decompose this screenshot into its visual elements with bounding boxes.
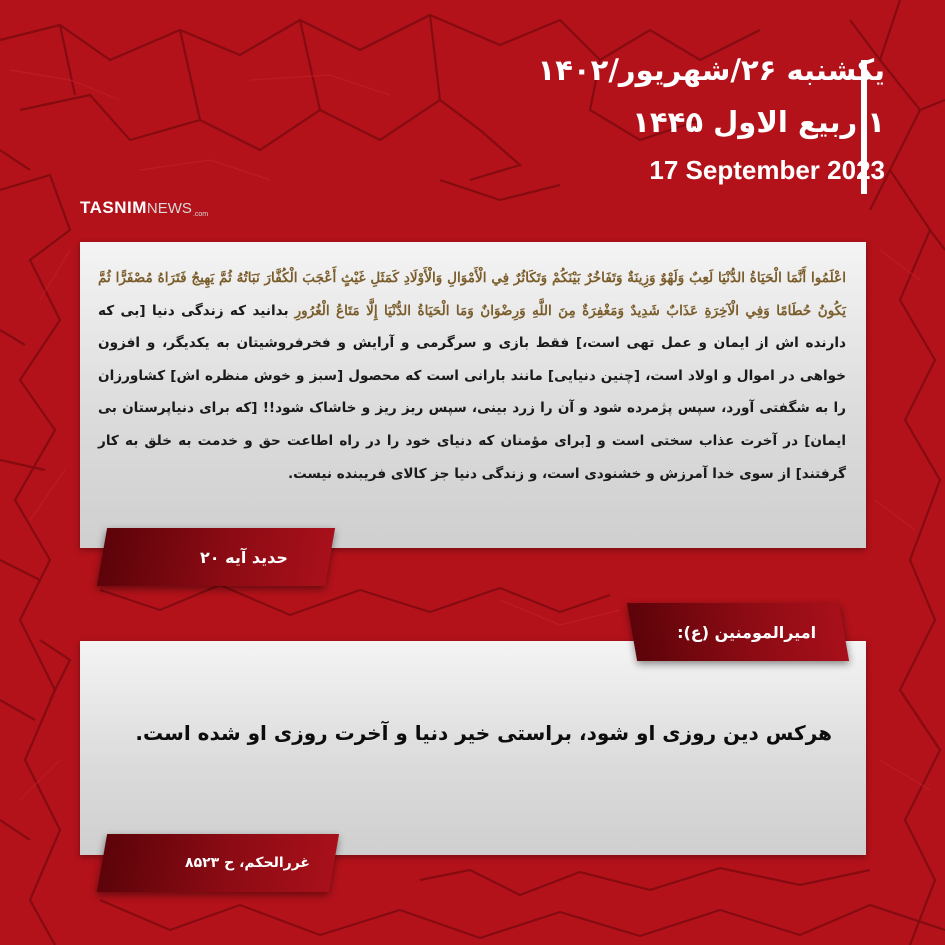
- speaker-tag: [627, 603, 849, 661]
- saying-card: [80, 641, 866, 855]
- verse-text: [98, 262, 846, 490]
- verse-reference: حدید آیه ۲۰: [200, 547, 288, 567]
- brand-suffix: NEWS: [146, 200, 192, 217]
- verse-arabic: اعْلَمُوا أَنَّمَا الْحَيَاةُ الدُّنْيَا لَعِبٌ وَلَهْوٌ وَزِينَةٌ وَتَفَاخُرٌ بَيْنَكُمْ وَتَكَاثُرٌ فِي الْأَمْوَالِ وَالْأَوْلَادِ كَمَثَلِ غَيْثٍ أَعْجَبَ الْكُفَّارَ نَبَاتُهُ ثُمَّ يَهِيجُ فَتَرَاهُ مُصْفَرًّا ثُمَّ يَكُونُ حُطَامًا وَفِي الْآخِرَةِ عَذَابٌ شَدِيدٌ وَمَغْفِرَةٌ مِنَ اللَّهِ وَرِضْوَانٌ وَمَا الْحَيَاةُ الدُّنْيَا إِلَّا مَتَاعُ الْغُرُورِ: [98, 270, 847, 319]
- verse-reference-tag: [97, 528, 335, 586]
- saying-text: هرکس دین روزی او شود، براستی خیر دنیا و آخرت روزی او شده است.: [135, 721, 832, 745]
- date-persian: یکشنبه ۲۶/شهریور/۱۴۰۲: [537, 53, 885, 87]
- date-block: [538, 52, 886, 183]
- speaker-name: امیرالمومنین (ع):: [676, 622, 816, 642]
- brand-tld: .com: [192, 211, 209, 218]
- saying-source-tag: [97, 834, 339, 892]
- tasnim-news-logo: [80, 198, 208, 218]
- verse-card: [80, 242, 866, 548]
- date-gregorian: 17 September 2023: [649, 155, 885, 185]
- brand-name: TASNIM: [80, 198, 147, 217]
- date-hijri: ۱ ربیع الاول ۱۴۴۵: [632, 105, 885, 139]
- verse-persian-translation: بدانید که زندگی دنیا [بی که دارنده اش از ایمان و عمل تهی است،] فقط بازی و سرگرمی و آرایش و فخرفروشیتان به یکدیگر، و افزون خواهی در اموال و اولاد است، [چنین دنیایی] مانند بارانی است که محصول [سبز و خوش منظره اش] کشاورزان را به شگفتی آورد، سپس پژمرده شود و آن را زرد بینی، سپس ریز ریز و خاشاک شود!! [که برای دنیاپرستان بی ایمان] در آخرت عذاب سختی است و [برای مؤمنان که دنیای خود را در راه اطاعت حق و خدمت به خلق به کار گرفتند] از سوی خدا آمرزش و خشنودی است، و زندگی دنیا جز کالای فریبنده نیست.: [98, 302, 846, 482]
- saying-source: غررالحکم، ح ۸۵۲۳: [185, 855, 310, 871]
